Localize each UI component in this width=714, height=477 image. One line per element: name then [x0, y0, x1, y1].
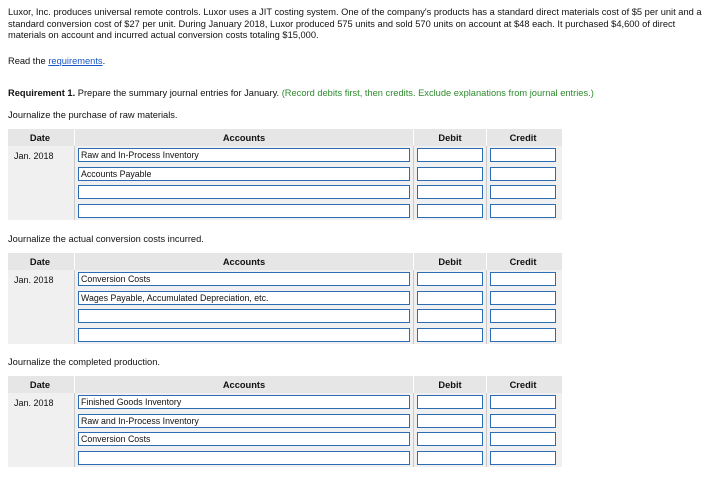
debit-input[interactable] — [417, 167, 483, 181]
table-row — [8, 165, 562, 184]
account-input[interactable] — [78, 309, 410, 323]
account-input[interactable] — [78, 328, 410, 342]
table-header — [8, 129, 562, 146]
table-row — [8, 146, 562, 165]
read-requirements — [8, 56, 105, 66]
credit-input[interactable] — [490, 414, 556, 428]
account-input[interactable] — [78, 204, 410, 218]
table-header — [8, 253, 562, 270]
requirements-link[interactable]: requirements — [48, 56, 103, 66]
credit-input[interactable] — [490, 185, 556, 199]
debit-input[interactable] — [417, 204, 483, 218]
table-row — [8, 307, 562, 326]
debit-input[interactable] — [417, 148, 483, 162]
account-input[interactable] — [78, 414, 410, 428]
account-input[interactable] — [78, 451, 410, 465]
credit-input[interactable] — [490, 309, 556, 323]
section-prompt: Journalize the actual conversion costs incurred. — [8, 234, 204, 244]
entry-date: Jan. 2018 — [14, 275, 54, 285]
account-input[interactable] — [78, 185, 410, 199]
credit-header: Credit — [509, 133, 537, 143]
debit-input[interactable] — [417, 309, 483, 323]
date-header: Date — [29, 380, 51, 390]
accounts-header: Accounts — [222, 380, 266, 390]
debit-input[interactable] — [417, 328, 483, 342]
table-body — [8, 393, 562, 467]
problem-description: Luxor, Inc. produces universal remote controls. Luxor uses a JIT costing system. One of the company's products has a standard direct materials cost of $5 per unit and a standard conversion cost of $27 per unit. During January 2018, Luxor produced 575 units and sold 570 units on account at $48 each. It purchased $4,600 of direct materials on account and incurred actual conversion costs totaling $15,000. — [8, 7, 702, 41]
table-row — [8, 270, 562, 289]
table-row — [8, 449, 562, 468]
account-input[interactable] — [78, 395, 410, 409]
debit-input[interactable] — [417, 291, 483, 305]
date-header: Date — [29, 257, 51, 267]
table-body — [8, 270, 562, 344]
table-row — [8, 326, 562, 345]
accounts-header: Accounts — [222, 257, 266, 267]
table-row — [8, 393, 562, 412]
table-row — [8, 430, 562, 449]
requirement-hint: (Record debits first, then credits. Exclude explanations from journal entries.) — [281, 88, 594, 98]
entry-date: Jan. 2018 — [14, 398, 54, 408]
debit-header: Debit — [438, 133, 462, 143]
section-prompt: Journalize the purchase of raw materials. — [8, 110, 178, 120]
debit-input[interactable] — [417, 272, 483, 286]
table-row — [8, 412, 562, 431]
journal-table — [8, 253, 562, 344]
journal-table — [8, 129, 562, 220]
debit-input[interactable] — [417, 451, 483, 465]
account-input[interactable] — [78, 432, 410, 446]
requirement-label: Requirement 1. — [8, 88, 76, 98]
journal-table — [8, 376, 562, 467]
table-row — [8, 202, 562, 221]
credit-input[interactable] — [490, 432, 556, 446]
read-suffix: . — [102, 56, 106, 66]
credit-header: Credit — [509, 380, 537, 390]
entry-date: Jan. 2018 — [14, 151, 54, 161]
credit-input[interactable] — [490, 395, 556, 409]
credit-input[interactable] — [490, 148, 556, 162]
credit-header: Credit — [509, 257, 537, 267]
debit-header: Debit — [438, 257, 462, 267]
accounts-header: Accounts — [222, 133, 266, 143]
requirement-instruction — [8, 88, 594, 98]
debit-header: Debit — [438, 380, 462, 390]
credit-input[interactable] — [490, 204, 556, 218]
read-prefix: Read the — [8, 56, 49, 66]
account-input[interactable] — [78, 148, 410, 162]
table-row — [8, 289, 562, 308]
account-input[interactable] — [78, 167, 410, 181]
account-input[interactable] — [78, 272, 410, 286]
debit-input[interactable] — [417, 414, 483, 428]
debit-input[interactable] — [417, 395, 483, 409]
table-row — [8, 183, 562, 202]
credit-input[interactable] — [490, 328, 556, 342]
debit-input[interactable] — [417, 185, 483, 199]
debit-input[interactable] — [417, 432, 483, 446]
requirement-text: Prepare the summary journal entries for January. — [75, 88, 282, 98]
date-header: Date — [29, 133, 51, 143]
account-input[interactable] — [78, 291, 410, 305]
credit-input[interactable] — [490, 272, 556, 286]
table-body — [8, 146, 562, 220]
section-prompt: Journalize the completed production. — [8, 357, 160, 367]
table-header — [8, 376, 562, 393]
credit-input[interactable] — [490, 167, 556, 181]
credit-input[interactable] — [490, 451, 556, 465]
credit-input[interactable] — [490, 291, 556, 305]
